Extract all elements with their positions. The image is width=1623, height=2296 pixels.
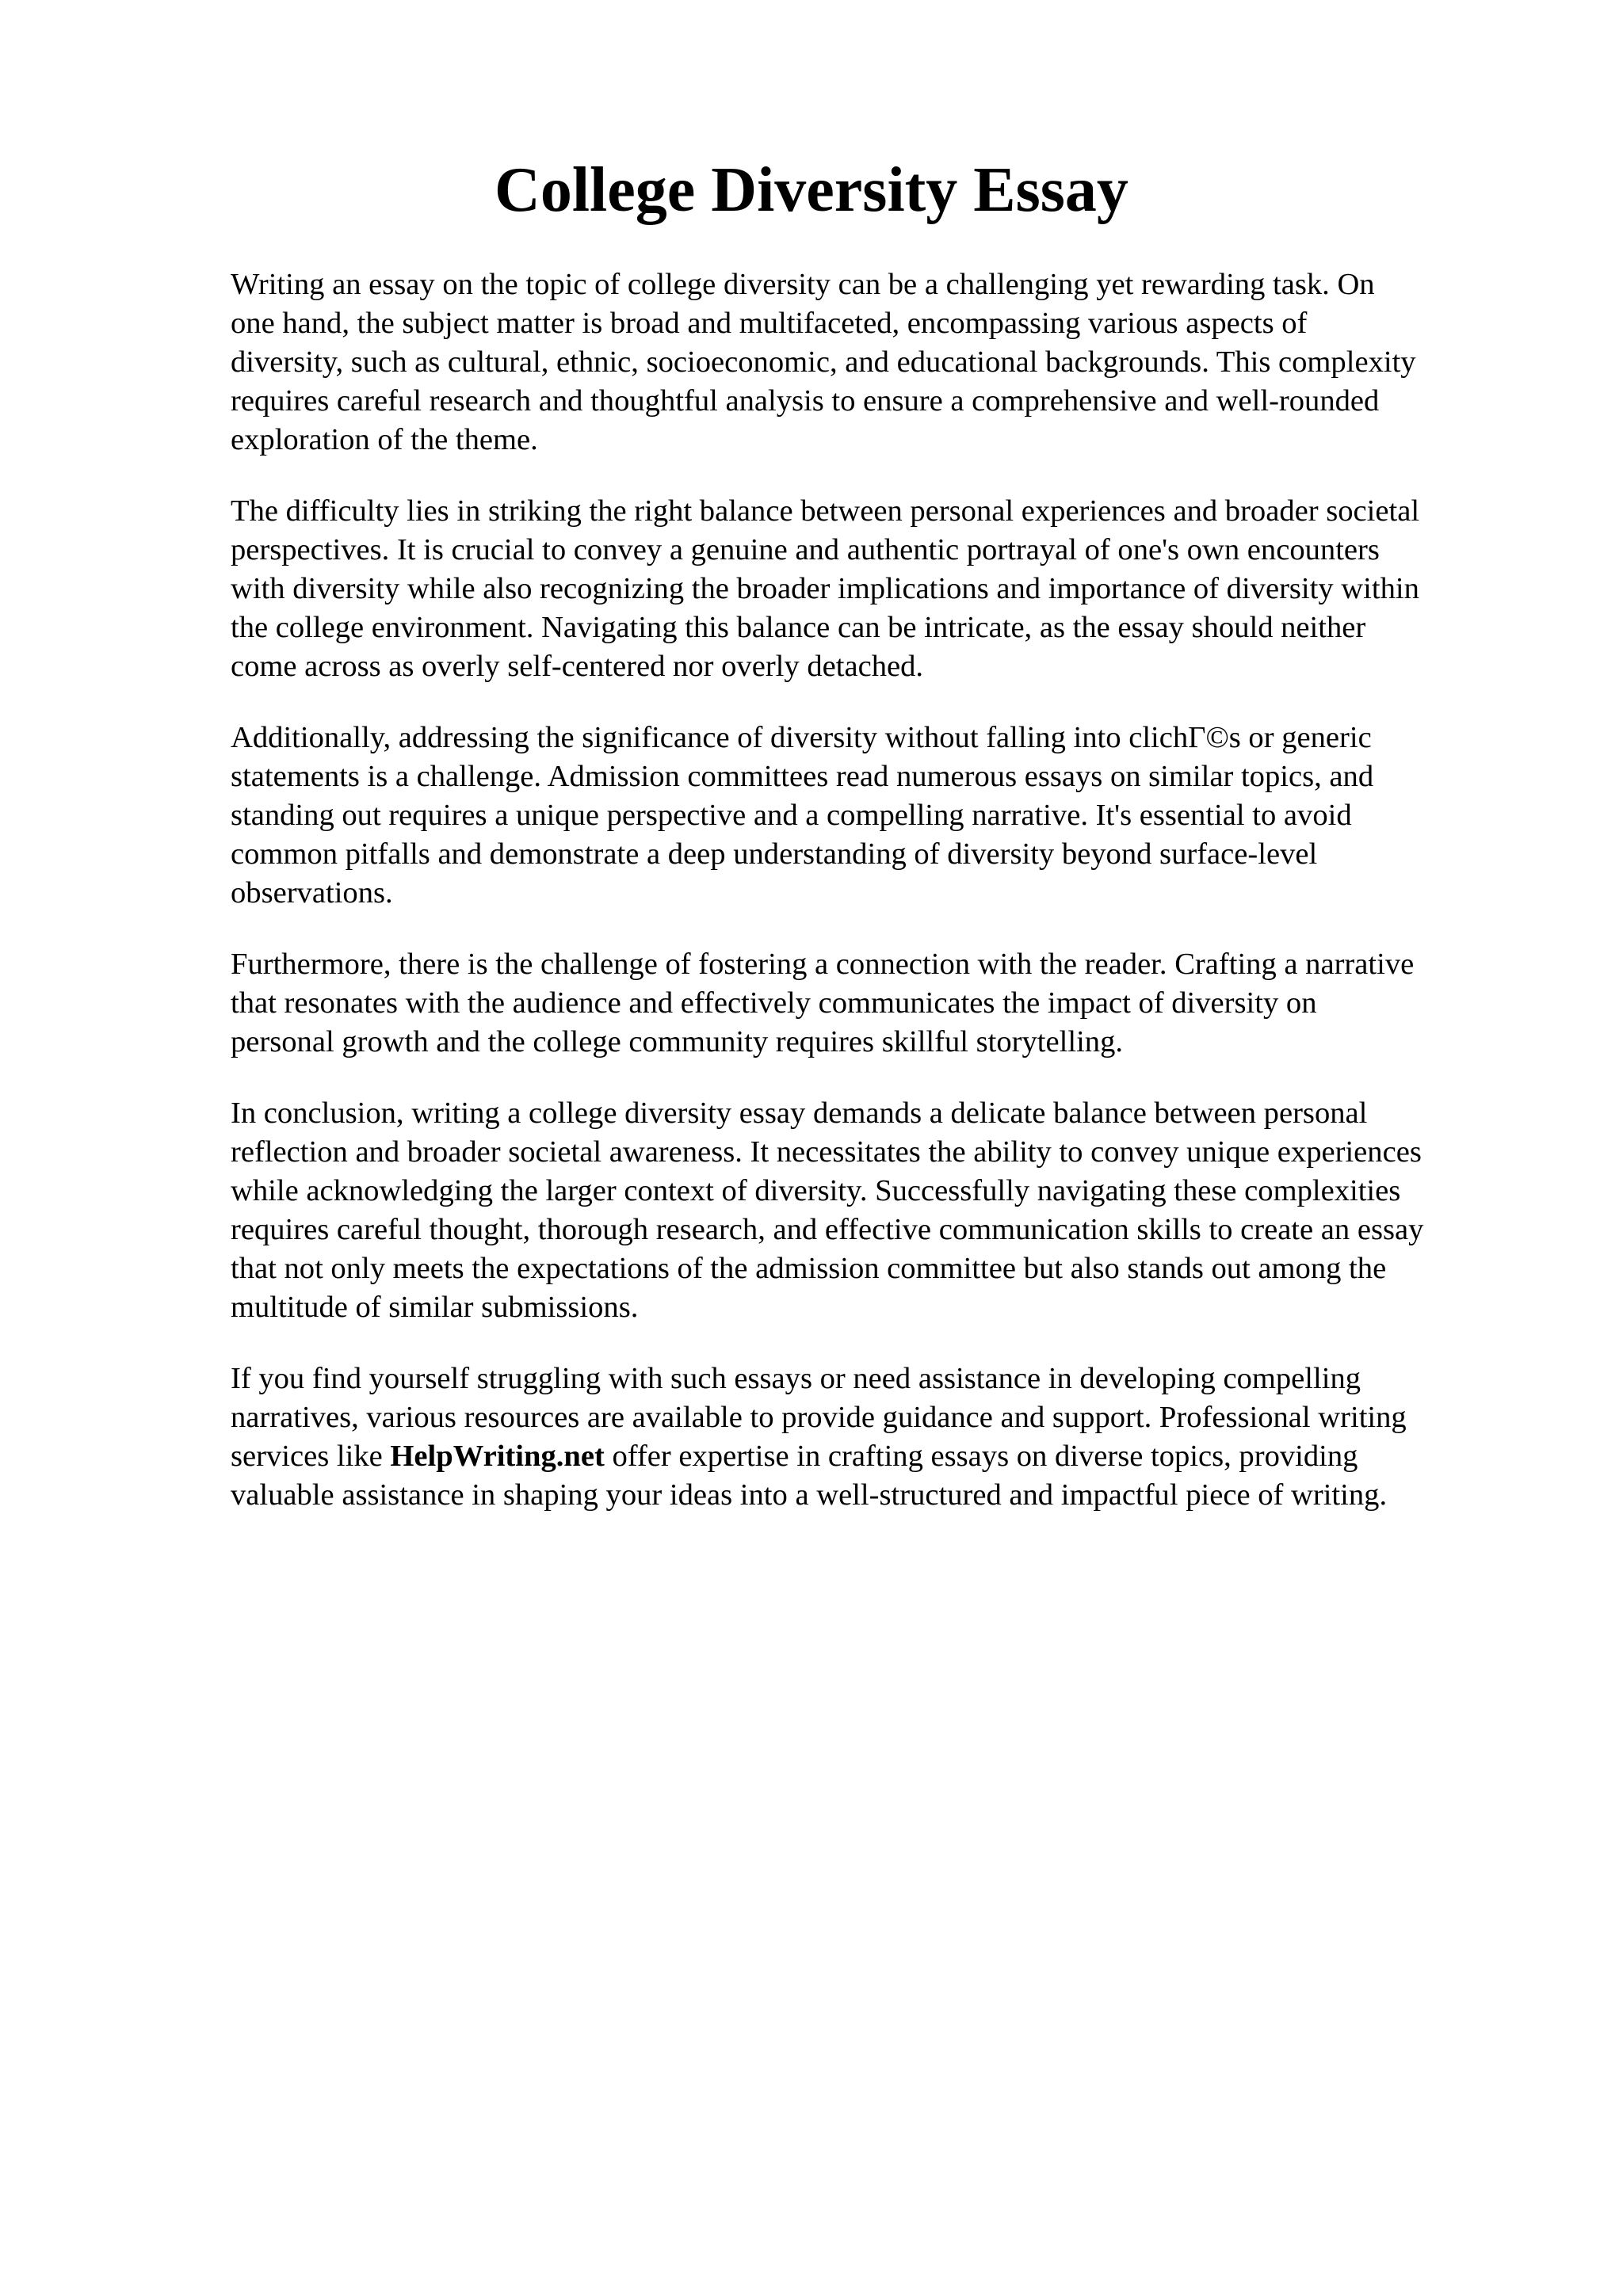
paragraph-intro <box>231 265 1530 460</box>
helpwriting-link[interactable]: HelpWriting.net <box>390 1440 605 1473</box>
paragraph-help <box>231 1360 1530 1515</box>
text-line: requires careful thought, thorough research, and effective communication skills to create an essay <box>231 1213 1424 1246</box>
text-line: come across as overly self-centered nor overly detached. <box>231 650 924 683</box>
text-line: one hand, the subject matter is broad and multifaceted, encompassing various aspects of <box>231 307 1308 340</box>
text-line: Furthermore, there is the challenge of fostering a connection with the reader. Crafting a narrative <box>231 948 1415 981</box>
text-line: that resonates with the audience and effectively communicates the impact of diversity on <box>231 986 1317 1020</box>
services-suffix-text: offer expertise in crafting essays on diverse topics, providing <box>612 1440 1358 1473</box>
text-line: narratives, various resources are available to provide guidance and support. Professional writing <box>231 1401 1407 1434</box>
text-line: In conclusion, writing a college diversity essay demands a delicate balance between personal <box>231 1097 1368 1130</box>
text-line: while acknowledging the larger context of diversity. Successfully navigating these complexities <box>231 1174 1401 1207</box>
text-line: requires careful research and thoughtful analysis to ensure a comprehensive and well-rounded <box>231 384 1380 418</box>
paragraph-additionally <box>231 719 1530 913</box>
text-line: standing out requires a unique perspective and a compelling narrative. It's essential to avoid <box>231 799 1352 832</box>
text-line: perspectives. It is crucial to convey a genuine and authentic portrayal of one's own encounters <box>231 533 1380 566</box>
text-line: exploration of the theme. <box>231 423 538 456</box>
text-line: with diversity while also recognizing the broader implications and importance of diversity within <box>231 572 1419 605</box>
text-line: statements is a challenge. Admission committees read numerous essays on similar topics, and <box>231 760 1374 793</box>
text-line: Writing an essay on the topic of college diversity can be a challenging yet rewarding task. On <box>231 268 1375 301</box>
text-line-with-link <box>231 1437 1530 1476</box>
text-line: If you find yourself struggling with such essays or need assistance in developing compelling <box>231 1362 1361 1395</box>
text-line: observations. <box>231 876 393 910</box>
text-line: diversity, such as cultural, ethnic, socioeconomic, and educational backgrounds. This complexity <box>231 345 1416 379</box>
text-line: that not only meets the expectations of the admission committee but also stands out among the <box>231 1252 1387 1285</box>
paragraph-difficulty <box>231 492 1530 686</box>
text-line: personal growth and the college community requires skillful storytelling. <box>231 1025 1124 1058</box>
text-line: multitude of similar submissions. <box>231 1291 639 1324</box>
text-line: reflection and broader societal awareness. It necessitates the ability to convey unique experiences <box>231 1135 1422 1169</box>
text-line: common pitfalls and demonstrate a deep understanding of diversity beyond surface-level <box>231 837 1318 871</box>
text-line: valuable assistance in shaping your ideas into a well-structured and impactful piece of writing. <box>231 1478 1388 1512</box>
paragraph-conclusion <box>231 1094 1530 1327</box>
page-title: College Diversity Essay <box>495 155 1128 225</box>
services-prefix-text: services like <box>231 1440 383 1473</box>
text-line: the college environment. Navigating this balance can be intricate, as the essay should neither <box>231 611 1366 644</box>
essay-body <box>231 265 1530 1547</box>
text-line: The difficulty lies in striking the right balance between personal experiences and broader societal <box>231 494 1420 528</box>
paragraph-furthermore <box>231 945 1530 1062</box>
text-line: Additionally, addressing the significance of diversity without falling into clichΓ©s or generic <box>231 721 1372 754</box>
